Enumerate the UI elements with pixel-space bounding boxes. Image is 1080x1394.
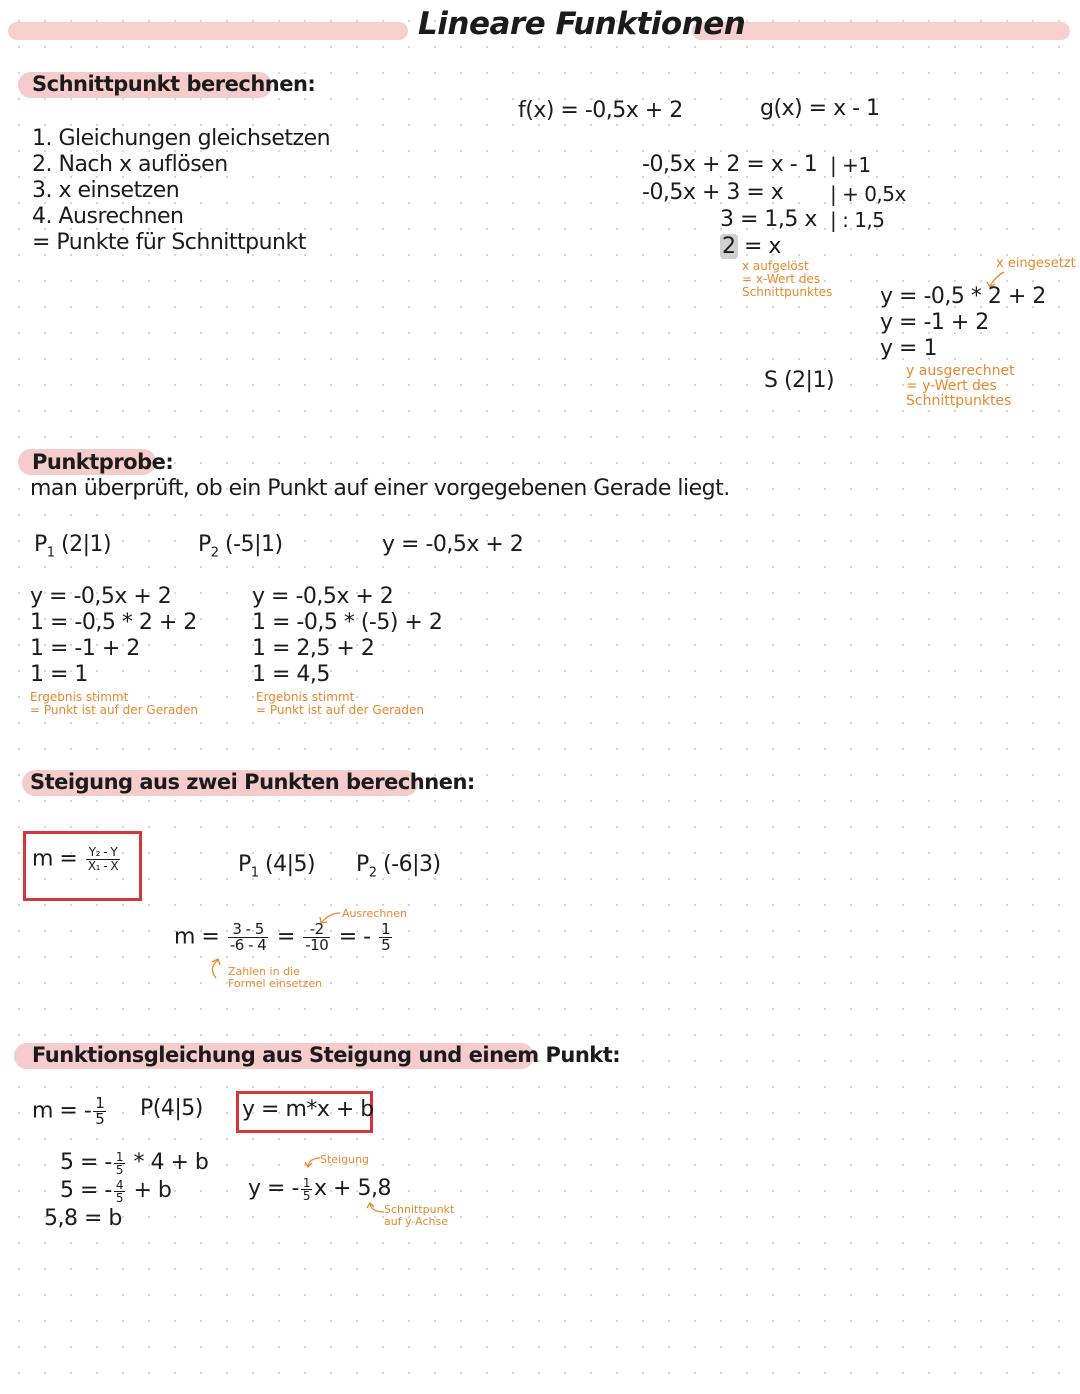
check-line: 1 = 1 (30, 662, 88, 687)
point-p2-coords: (-5|1) (218, 532, 283, 557)
check-line: 1 = -0,5 * 2 + 2 (30, 610, 197, 635)
slope-calc-frac2 (303, 922, 330, 953)
note-x-solved: x aufgelöst = x-Wert des Schnittpunktes (742, 259, 833, 299)
point-p1 (34, 532, 111, 560)
calc-line: 3 = 1,5 x (720, 207, 817, 232)
frac2-den: -10 (305, 936, 329, 954)
result-a: y = - (248, 1176, 299, 1201)
point-p2-sub: 2 (210, 545, 219, 561)
slope-eq2: = - (338, 924, 371, 950)
section4-heading: Funktionsgleichung aus Steigung und einem Punkt: (32, 1043, 621, 1067)
y-calc-line: y = -0,5 * 2 + 2 (880, 284, 1046, 309)
y-calc-line: y = -1 + 2 (880, 310, 989, 335)
general-formula: y = m*x + b (242, 1097, 374, 1122)
slope-p2-label: P (356, 852, 369, 877)
page-title: Lineare Funktionen (418, 6, 746, 42)
section2-desc: man überprüft, ob ein Punkt auf einer vorgegebenen Gerade liegt. (30, 476, 730, 501)
frac2-num: -2 (303, 922, 330, 938)
note-x-inserted: x eingesetzt (996, 256, 1076, 271)
calc-line: -0,5x + 2 = x - 1 (642, 152, 818, 177)
slope-formula (32, 846, 122, 873)
x-result (720, 234, 781, 259)
given-slope (32, 1096, 108, 1127)
title-bar-right (692, 22, 1070, 40)
frac3-num: 1 (381, 920, 391, 938)
given-den: 5 (95, 1110, 105, 1128)
solve-l2-a: 5 = - (60, 1178, 112, 1203)
check-line: y = -0,5x + 2 (30, 584, 172, 609)
y-calc-line: y = 1 (880, 336, 937, 361)
calc-op: | + 0,5x (830, 182, 906, 206)
slope-p2-sub: 2 (368, 865, 377, 881)
arrow-icon (302, 1154, 322, 1170)
solve-l1-b: * 4 + b (127, 1150, 209, 1175)
point-p2-label: P (198, 532, 211, 557)
solve-line (60, 1150, 208, 1176)
slope-p1-sub: 1 (250, 865, 259, 881)
step-item: 1. Gleichungen gleichsetzen (32, 126, 331, 151)
slope-p1-label: P (238, 852, 251, 877)
l1-den: 5 (115, 1162, 123, 1177)
slope-p2 (356, 852, 441, 880)
slope-num: Y₂ - Y (86, 846, 120, 860)
point-p2 (198, 532, 283, 560)
check-line: y = -0,5x + 2 (252, 584, 394, 609)
note-ausrechnen: Ausrechnen (342, 907, 408, 920)
solve-l2-b: + b (127, 1178, 172, 1203)
solve-l2-frac (114, 1179, 125, 1204)
calc-op: | : 1,5 (830, 208, 885, 232)
result-frac (301, 1177, 312, 1202)
frac1-num: 3 - 5 (228, 922, 268, 938)
point-p1-label: P (34, 532, 47, 557)
section2-heading: Punktprobe: (32, 450, 174, 474)
calc-line: -0,5x + 3 = x (642, 180, 784, 205)
slope-calc-frac1 (228, 922, 268, 953)
section3-heading: Steigung aus zwei Punkten berechnen: (30, 770, 475, 794)
title-bar-left (8, 22, 408, 40)
solve-l1-frac (114, 1151, 125, 1176)
calc-op: | +1 (830, 153, 871, 177)
step-item: 4. Ausrechnen (32, 204, 184, 229)
solve-line (60, 1178, 171, 1204)
function-f: f(x) = -0,5x + 2 (518, 98, 683, 123)
solve-l1-a: 5 = - (60, 1150, 112, 1175)
slope-calc (174, 922, 394, 953)
given-slope-frac (93, 1096, 106, 1127)
intersection-point: S (2|1) (764, 368, 835, 393)
step-item: 2. Nach x auflösen (32, 152, 228, 177)
step-item: 3. x einsetzen (32, 178, 180, 203)
step-item: = Punkte für Schnittpunkt (32, 230, 306, 255)
result-equation (248, 1176, 391, 1202)
arrow-icon (206, 958, 228, 982)
check-col2-note: Ergebnis stimmt = Punkt ist auf der Geraden (256, 690, 424, 717)
check-col2 (252, 584, 442, 688)
result-num: 1 (302, 1175, 311, 1190)
l2-num: 4 (115, 1177, 123, 1192)
l2-den: 5 (115, 1190, 123, 1205)
x-result-rest: = x (737, 234, 781, 259)
slope-m: m = (32, 846, 78, 872)
slope-p1 (238, 852, 315, 880)
note-steigung: Steigung (320, 1153, 370, 1166)
point-p1-coords: (2|1) (54, 532, 112, 557)
result-den: 5 (302, 1188, 311, 1203)
y-calc (880, 284, 1046, 362)
frac3-den: 5 (381, 936, 391, 954)
function-g: g(x) = x - 1 (760, 96, 880, 121)
x-value: 2 (722, 234, 736, 259)
check-line: 1 = 4,5 (252, 662, 330, 687)
line-equation: y = -0,5x + 2 (382, 532, 524, 557)
given-point: P(4|5) (140, 1096, 203, 1121)
slope-calc-frac3 (379, 922, 392, 953)
solve-line: 5,8 = b (44, 1206, 122, 1231)
result-b: x + 5,8 (314, 1176, 391, 1201)
l1-num: 1 (115, 1149, 123, 1164)
slope-p1-coords: (4|5) (258, 852, 316, 877)
steps-list (32, 126, 330, 256)
section1-heading: Schnittpunkt berechnen: (32, 72, 316, 96)
given-num: 1 (95, 1094, 105, 1112)
slope-calc-m: m = (174, 924, 220, 950)
note-zahlen: Zahlen in die Formel einsetzen (228, 965, 323, 990)
slope-den: X₁ - X (87, 859, 119, 873)
arrow-icon (366, 1202, 386, 1218)
given-slope-label: m = - (32, 1098, 92, 1124)
check-line: 1 = -0,5 * (-5) + 2 (252, 610, 443, 635)
note-y-computed: y ausgerechnet = y-Wert des Schnittpunktes (906, 363, 1015, 409)
frac1-den: -6 - 4 (229, 936, 267, 954)
slope-fraction (86, 846, 120, 873)
slope-eq1: = (276, 924, 295, 950)
check-col1 (30, 584, 197, 688)
point-p1-sub: 1 (46, 545, 55, 561)
slope-p2-coords: (-6|3) (376, 852, 441, 877)
check-line: 1 = 2,5 + 2 (252, 636, 375, 661)
note-schnittpunkt: Schnittpunkt auf y-Achse (384, 1203, 455, 1228)
check-col1-note: Ergebnis stimmt = Punkt ist auf der Geraden (30, 690, 198, 717)
check-line: 1 = -1 + 2 (30, 636, 140, 661)
